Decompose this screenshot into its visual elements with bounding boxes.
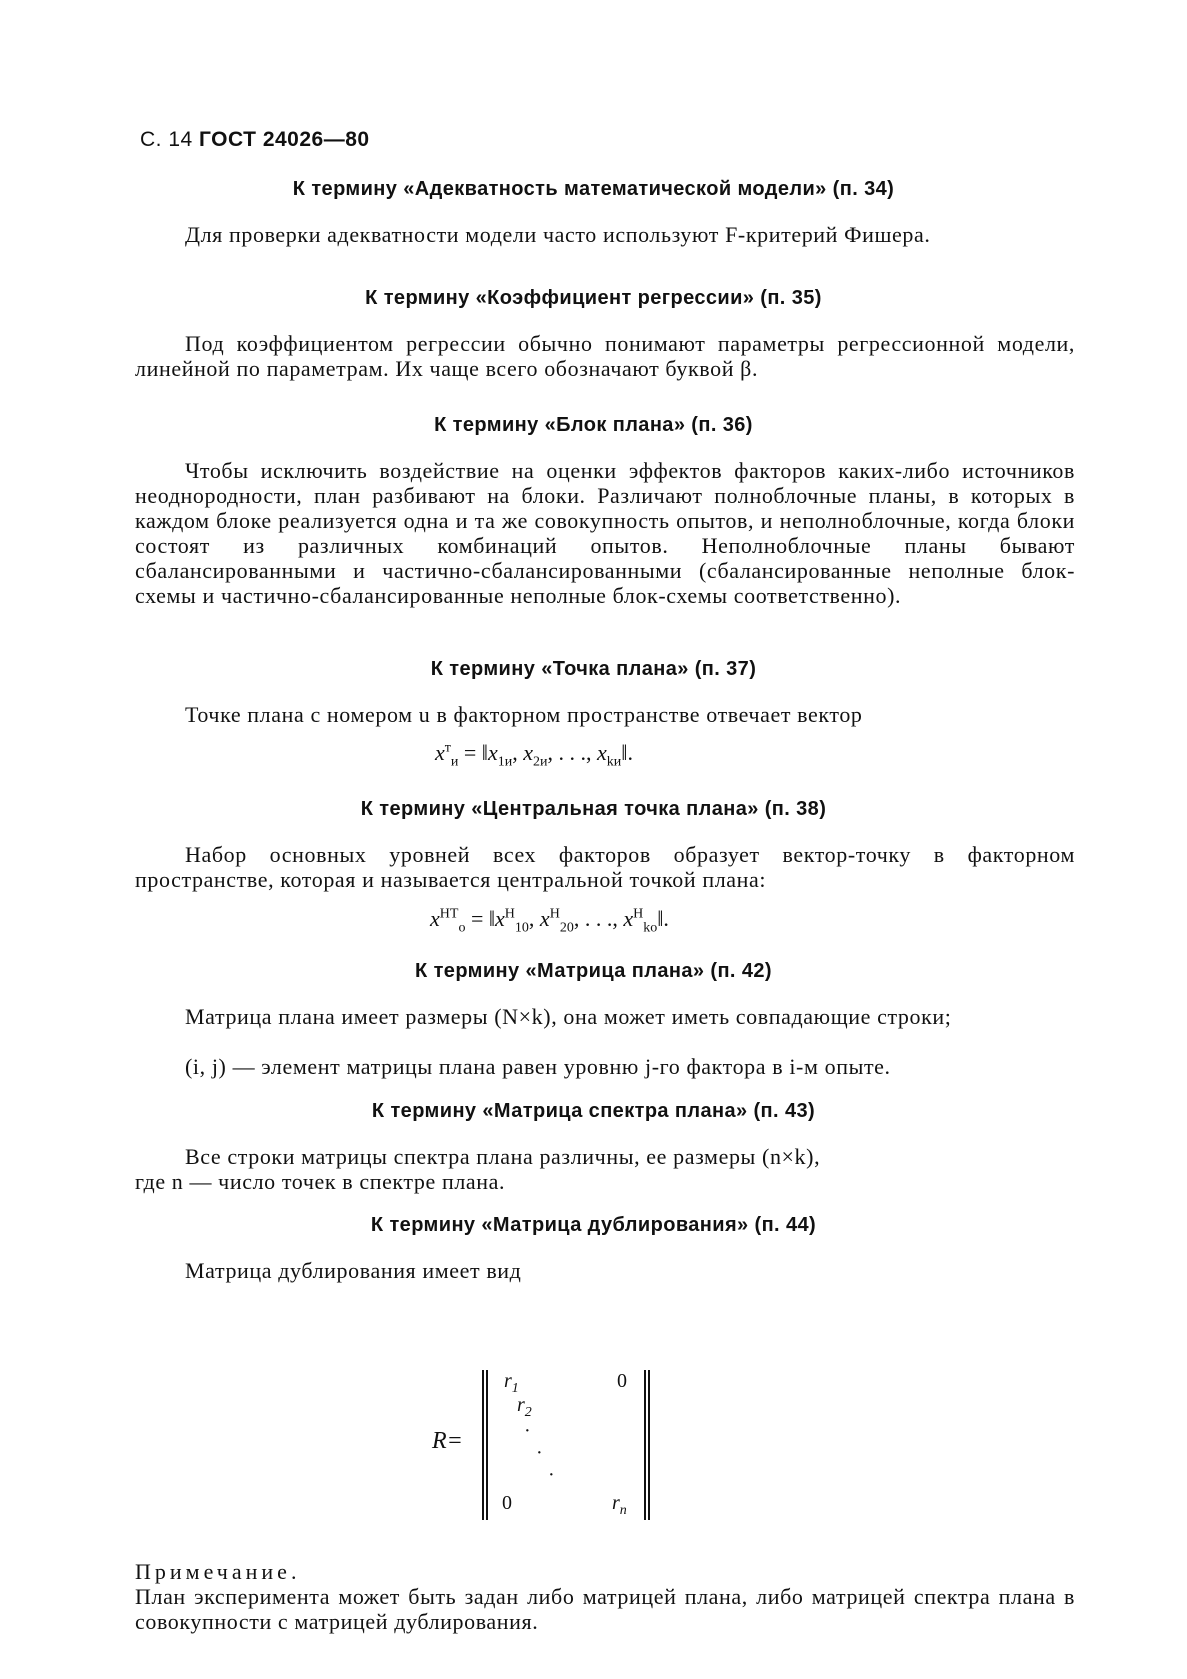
matrix-zero-top: 0	[617, 1370, 627, 1392]
section-text-34: Для проверки адекватности модели часто используют F-критерий Фишера.	[185, 222, 931, 247]
page-number: 14	[168, 128, 193, 151]
section-heading-34: К термину «Адекватность математической модели» (п. 34)	[292, 178, 895, 200]
matrix-left-bracket	[482, 1370, 488, 1520]
formula-center-point: $x^{НТ}_о$ = $‖x^Н_{10}$, $x^Н_{20}$, . . ., $x^Н_{kо}‖$.	[430, 906, 669, 936]
matrix-label: R=	[432, 1428, 463, 1454]
matrix-r1: $r_1$	[504, 1370, 519, 1396]
section-text-44: Матрица дублирования имеет вид	[185, 1258, 522, 1283]
section-text-43: Все строки матрицы спектра плана различны, ее размеры (n×k),	[185, 1144, 821, 1169]
running-head	[140, 128, 370, 152]
section-text-36: Чтобы исключить воздействие на оценки эффектов факторов каких-либо источников неоднородности, план разбивают на блоки. Различают полноблочные планы, в которых в каждом блоке реализуется одна и та же совокупность опытов, и неполноблочные, когда блоки состоят из различных комбинаций опытов. Неполноблочные планы бывают сбалансированными и частично-сбалансированными (сбалансированные неполные блок-схемы и частично-сбалансированные неполные блок-схемы соответственно).	[135, 458, 1075, 608]
matrix-dot-3: ·	[548, 1464, 555, 1486]
standard-title: ГОСТ 24026—80	[199, 128, 370, 151]
matrix-right-bracket	[644, 1370, 650, 1520]
page-prefix: С.	[140, 128, 162, 151]
section-heading-35: К термину «Коэффициент регрессии» (п. 35)	[365, 287, 822, 309]
matrix-zero-bottom: 0	[502, 1492, 512, 1514]
section-text-35: Под коэффициентом регрессии обычно понимают параметры регрессионной модели, линейной по параметрам. Их чаще всего обозначают буквой β.	[135, 331, 1075, 381]
section-text-42: Матрица плана имеет размеры (N×k), она может иметь совпадающие строки;	[185, 1004, 952, 1029]
section-text-37: Точке плана с номером u в факторном пространстве отвечает вектор	[185, 702, 863, 727]
section-text-38: Набор основных уровней всех факторов образует вектор-точку в факторном пространстве, которая и называется центральной точкой плана:	[135, 842, 1075, 892]
formula-plan-point: $x^т_и$ = $‖x_{1и}$, $x_{2и}$, . . ., $x_{kи}‖$.	[435, 740, 633, 770]
matrix-rn: $r_n$	[612, 1492, 627, 1518]
section-heading-42: К термину «Матрица плана» (п. 42)	[415, 960, 772, 982]
section-text-43-b: где n — число точек в спектре плана.	[135, 1169, 506, 1194]
note	[135, 1534, 1075, 1634]
section-heading-36: К термину «Блок плана» (п. 36)	[434, 414, 753, 436]
matrix-dot-1: ·	[524, 1420, 531, 1442]
section-heading-37: К термину «Точка плана» (п. 37)	[430, 658, 757, 680]
note-label: Примечание.	[135, 1559, 301, 1584]
note-text: План эксперимента может быть задан либо матрицей плана, либо матрицей спектра плана в совокупности с матрицей дублирования.	[135, 1584, 1075, 1634]
matrix-r2: $r_2$	[517, 1394, 532, 1420]
section-heading-38: К термину «Центральная точка плана» (п. 38)	[360, 798, 827, 820]
section-heading-44: К термину «Матрица дублирования» (п. 44)	[370, 1214, 817, 1236]
section-text-42-b: (i, j) — элемент матрицы плана равен уровню j-го фактора в i-м опыте.	[185, 1054, 891, 1079]
matrix-dot-2: ·	[536, 1442, 543, 1464]
duplication-matrix	[432, 1370, 652, 1520]
section-heading-43: К термину «Матрица спектра плана» (п. 43)	[371, 1100, 816, 1122]
